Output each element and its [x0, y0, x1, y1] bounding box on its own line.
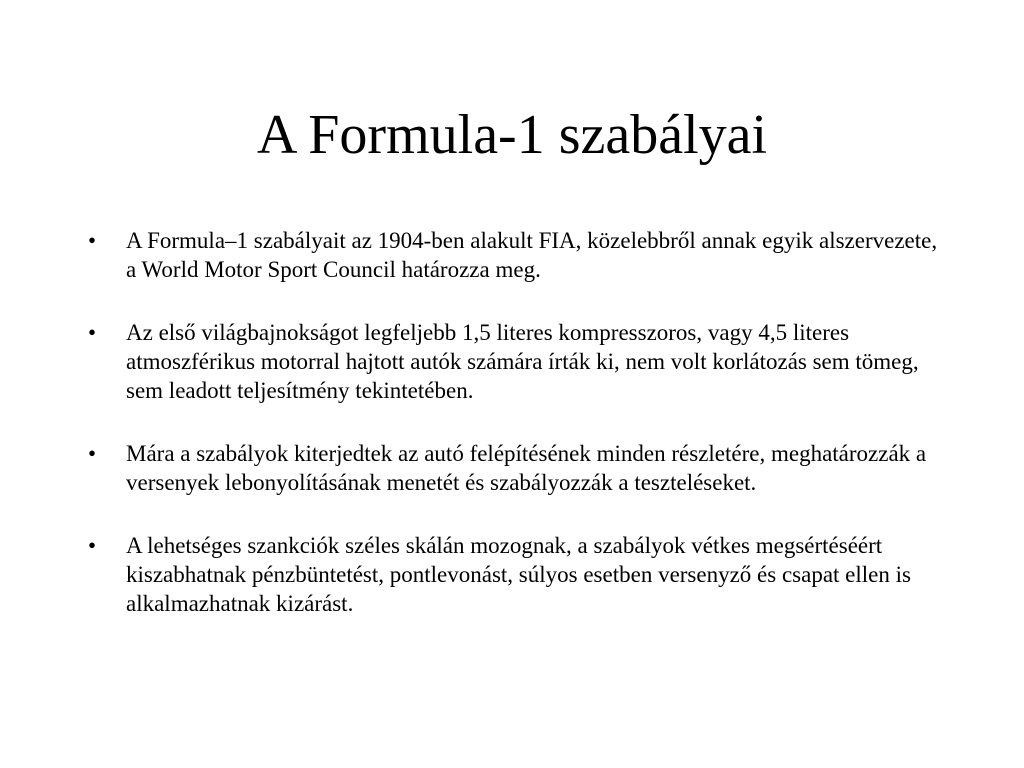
bullet-text: Mára a szabályok kiterjedtek az autó felépítésének minden részletére, meghatározzák a versenyek lebonyolításának menetét és szabályozzák a teszteléseket.	[126, 441, 927, 495]
slide-title: A Formula-1 szabályai	[256, 104, 768, 166]
bullet-text: A Formula–1 szabályait az 1904-ben alakult FIA, közelebbről annak egyik alszervezete, a World Motor Sport Council határozza meg.	[126, 228, 938, 282]
bullet-item	[88, 318, 938, 405]
bullet-item	[88, 439, 938, 497]
bullet-item	[88, 226, 938, 284]
bullet-dot-icon: •	[88, 441, 97, 466]
bullet-text: A lehetséges szankciók széles skálán mozognak, a szabályok vétkes megsértéséért kiszabhatnak pénzbüntetést, pontlevonást, súlyos esetben versenyző és csapat ellen is alkalmazhatnak kizárást.	[126, 533, 911, 616]
bullet-text: Az első világbajnokságot legfeljebb 1,5 literes kompresszoros, vagy 4,5 literes atmoszférikus motorral hajtott autók számára írták ki, nem volt korlátozás sem tömeg, sem leadott teljesítmény tekintetében.	[126, 320, 919, 403]
bullet-list	[88, 226, 938, 652]
bullet-dot-icon: •	[88, 228, 97, 253]
bullet-dot-icon: •	[88, 533, 97, 558]
bullet-dot-icon: •	[88, 320, 97, 345]
bullet-item	[88, 531, 938, 618]
